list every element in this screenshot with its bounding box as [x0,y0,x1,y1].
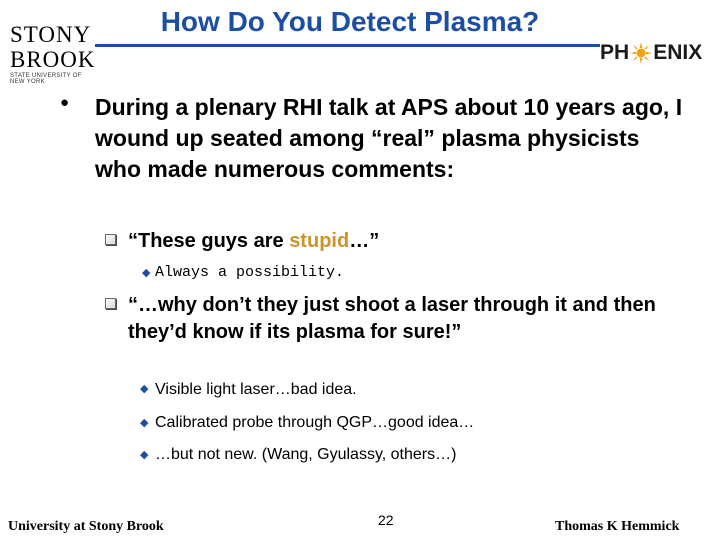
phenix-logo-left: PH [600,41,630,64]
box-bullet-icon [105,234,116,248]
diamond-bullet-icon: ◆ [140,383,149,395]
diamond-bullet-icon: ◆ [140,417,149,429]
diamond-bullet-icon: ◆ [142,267,151,279]
diamond-bullet-icon: ◆ [140,449,149,461]
sub-point-2a: Visible light laser…bad idea. [155,381,357,398]
phenix-logo [600,36,716,70]
logo-stony-word: STONY [10,22,92,47]
sub-bullet-1-prefix: “These guys are [128,230,290,252]
sub-point-1: Always a possibility. [155,264,345,281]
page-number: 22 [378,512,394,528]
sub-bullet-2: “…why don’t they just shoot a laser through it and then they’d know if its plasma for sure!” [128,294,656,343]
logo-brook-word: BROOK [10,47,96,72]
sun-icon [630,42,652,64]
sub-bullet-1 [128,228,668,255]
title-underline [95,44,600,47]
main-bullet-text: During a plenary RHI talk at APS about 10 years ago, I wound up seated among “real” plasma physicists who made numerous comments: [95,94,683,182]
sub-bullet-1-suffix: …” [349,230,380,252]
footer-university: University at Stony Brook [8,519,164,534]
bullet-dot-icon: ● [60,94,70,111]
stony-brook-logo [10,22,98,85]
footer-author: Thomas K Hemmick [555,519,680,534]
box-bullet-icon [105,298,116,312]
sub-bullet-1-highlight: stupid [289,230,350,252]
phenix-logo-right: ENIX [653,41,703,64]
logo-subtitle: STATE UNIVERSITY OF NEW YORK [10,73,82,85]
sub-point-2b: Calibrated probe through QGP…good idea… [155,414,475,431]
sub-point-2c: …but not new. (Wang, Gyulassy, others…) [155,446,457,463]
slide-title: How Do You Detect Plasma? [160,6,540,37]
